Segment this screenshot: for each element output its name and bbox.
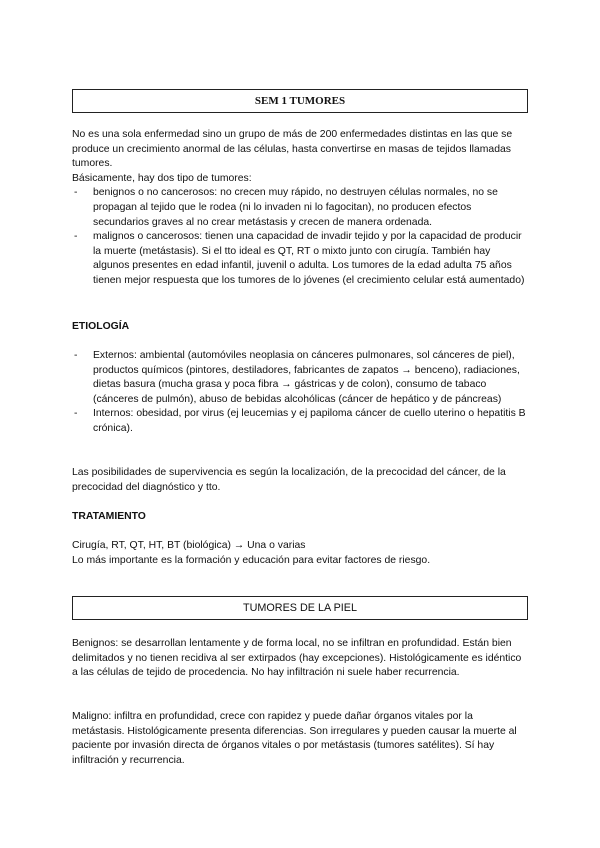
benignos-block xyxy=(72,637,528,681)
tumor-types-list xyxy=(72,186,528,288)
tratamiento-heading xyxy=(72,510,528,525)
tratamiento-line-2: Lo más importante es la formación y educación para evitar factores de riesgo. xyxy=(72,554,431,566)
section-heading-tratamiento: TRATAMIENTO xyxy=(72,511,146,522)
section-heading-etiologia: ETIOLOGÍA xyxy=(72,321,130,332)
intro-types-line: Básicamente, hay dos tipo de tumores: xyxy=(72,172,252,184)
etiologia-heading xyxy=(72,320,528,335)
page-title: SEM 1 TUMORES xyxy=(72,89,528,113)
intro-section xyxy=(72,128,528,289)
tratamiento-block xyxy=(72,539,528,568)
maligno-paragraph: Maligno: infiltra en profundidad, crece con rapidez y puede dañar órganos vitales por la metástasis. Histológicamente presenta diferencias. Son irregulares y pueden causar la muerte al paciente por invasión directa de órganos vitales o por metástasis (tumores satélites). Sí hay infiltración y recurrencia. xyxy=(72,711,517,766)
benignos-paragraph: Benignos: se desarrollan lentamente y de forma local, no se infiltran en profundidad. Están bien delimitados y no tienen recidiva al ser extirpados (hay excepciones). Histológicamente es idéntico a las células de tejido de procedencia. No hay infiltración ni suele haber recurrencia. xyxy=(72,638,522,679)
supervivencia-paragraph: Las posibilidades de supervivencia es según la localización, de la precocidad del cáncer, de la precocidad del diagnóstico y tto. xyxy=(72,467,506,493)
etiologia-list xyxy=(72,349,528,437)
maligno-block xyxy=(72,710,528,768)
etiologia-list-block xyxy=(72,349,528,437)
list-item-internos: - Internos: obesidad, por virus (ej leucemias y ej papiloma cáncer de cuello uterino o hepatitis B crónica). xyxy=(72,407,528,436)
list-item-externos: - Externos: ambiental (automóviles neoplasia on cánceres pulmonares, sol cánceres de piel), productos químicos (pintores, destiladores, fabricantes de zapatos → benceno), radiaciones, dietas basura (mucha grasa y poca fibra → gástricas y de colon), consumo de tabaco (cánceres de pulmón), abuso de bebidas alcohólicas (cáncer de hepático y de páncreas) xyxy=(72,349,528,407)
intro-paragraph: No es una sola enfermedad sino un grupo de más de 200 enfermedades distintas en las que se produce un crecimiento anormal de las células, hasta convertirse en masas de tejidos llamadas tumores. xyxy=(72,129,513,170)
section-title-tumores-piel: TUMORES DE LA PIEL xyxy=(72,596,528,620)
tratamiento-line-1: Cirugía, RT, QT, HT, BT (biológica) → Una o varias xyxy=(72,540,306,551)
list-item-malignos: - malignos o cancerosos: tienen una capacidad de invadir tejido y por la capacidad de producir la muerte (metástasis). Si el tto ideal es QT, RT o mixto junto con cirugía. También hay algunos presentes en edad infantil, juvenil o adulta. Los tumores de la edad adulta 75 años tienen mejor respuesta que los tumores de lo jóvenes (el crecimiento celular está aumentado) xyxy=(72,230,528,288)
list-item-benignos: - benignos o no cancerosos: no crecen muy rápido, no destruyen células normales, no se propagan al tejido que le rodea (ni lo invaden ni lo fagocitan), no producen efectos secundarios graves al no crear metástasis y crecen de manera ordenada. xyxy=(72,186,528,230)
supervivencia-block xyxy=(72,466,528,495)
